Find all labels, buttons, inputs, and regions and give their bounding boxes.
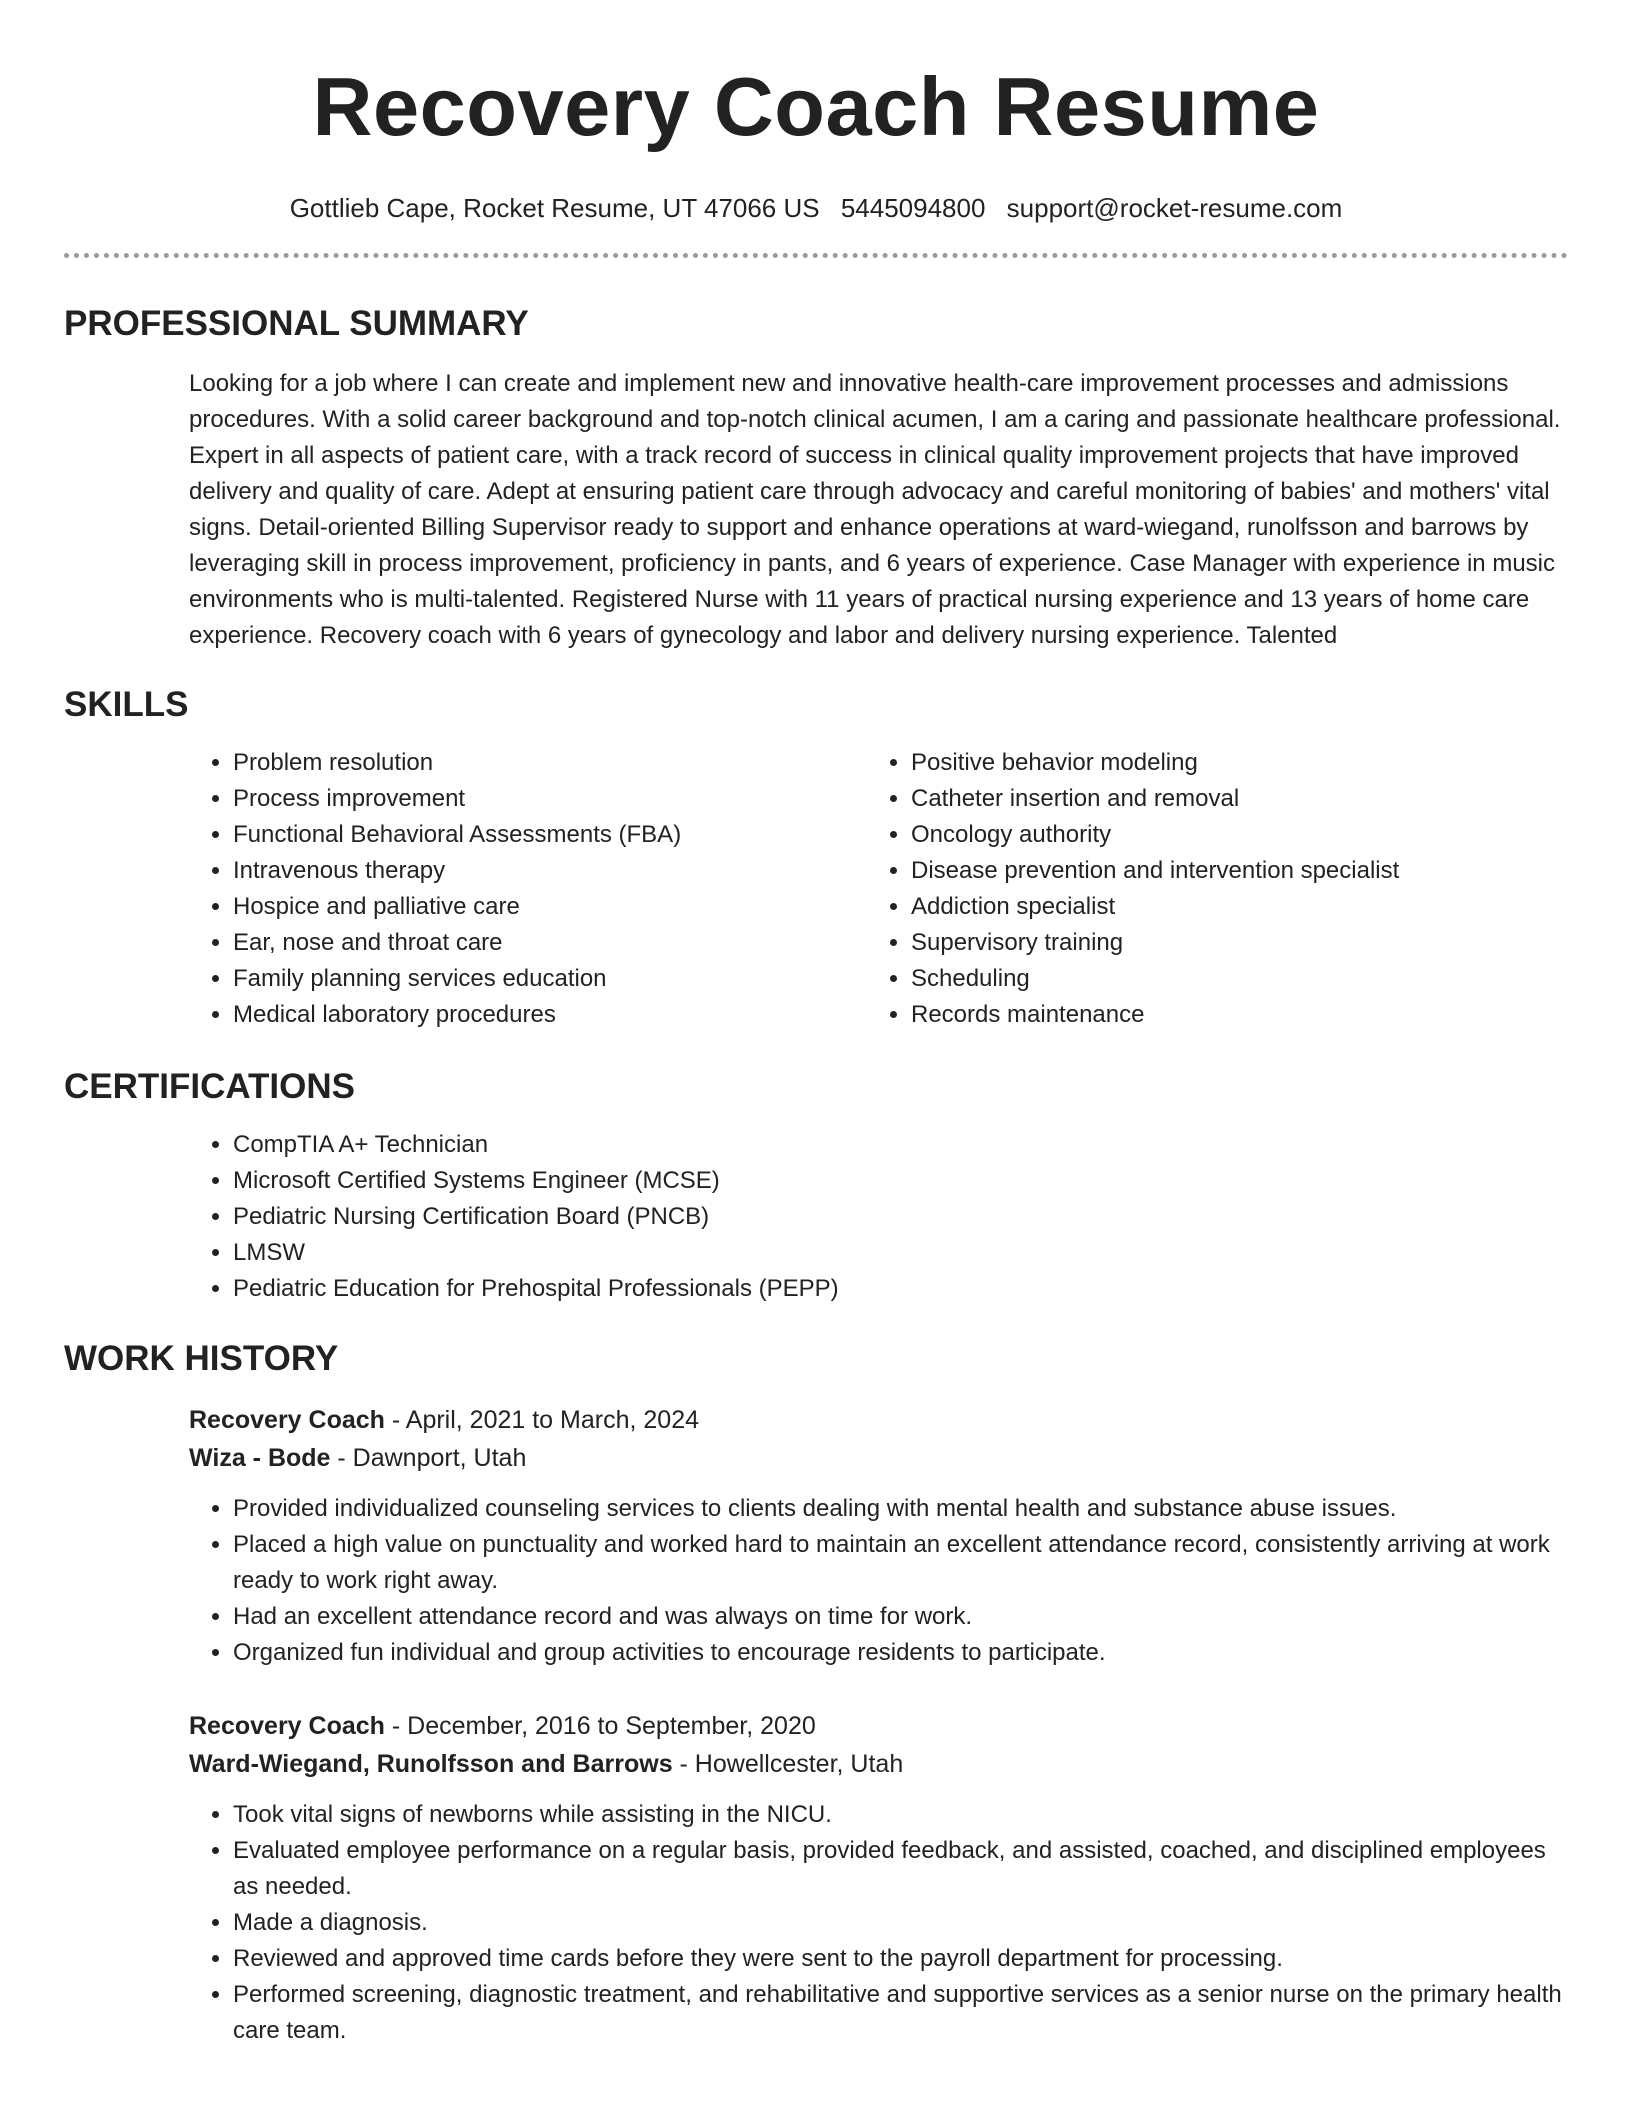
job-duty: • Reviewed and approved time cards before they were sent to the payroll department for processing. xyxy=(233,1941,1568,1977)
job-duty: • Placed a high value on punctuality and worked hard to maintain an excellent attendance record, consistently arriving at work ready to work right away. xyxy=(233,1527,1568,1599)
skill-item: • Supervisory training xyxy=(911,925,1568,961)
skill-item: • Scheduling xyxy=(911,961,1568,997)
job-duty: • Evaluated employee performance on a regular basis, provided feedback, and assisted, coached, and disciplined employees as needed. xyxy=(233,1833,1568,1905)
job-company: Ward-Wiegand, Runolfsson and Barrows xyxy=(189,1750,673,1778)
skill-item: • Oncology authority xyxy=(911,817,1568,853)
job-dates: - December, 2016 to September, 2020 xyxy=(384,1712,816,1740)
contact-phone: 5445094800 xyxy=(840,193,986,223)
skill-item: • Hospice and palliative care xyxy=(233,889,867,925)
contact-line xyxy=(64,192,1568,224)
job-title: Recovery Coach xyxy=(189,1712,385,1740)
contact-address: Gottlieb Cape, Rocket Resume, UT 47066 US xyxy=(289,193,820,223)
skill-item: • Functional Behavioral Assessments (FBA) xyxy=(233,817,867,853)
certification-item: • Pediatric Education for Prehospital Professionals (PEPP) xyxy=(233,1271,1568,1307)
skills-list-right xyxy=(867,745,1568,1033)
header-divider xyxy=(64,253,1568,258)
skill-item: • Disease prevention and intervention specialist xyxy=(911,853,1568,889)
certification-item: • Microsoft Certified Systems Engineer (MCSE) xyxy=(233,1163,1568,1199)
work-history-heading: WORK HISTORY xyxy=(64,1339,339,1378)
skills-heading: SKILLS xyxy=(64,685,189,724)
job-duty: • Had an excellent attendance record and was always on time for work. xyxy=(233,1599,1568,1635)
skills-list-left xyxy=(189,745,867,1033)
summary-text: Looking for a job where I can create and implement new and innovative health-care improvement processes and admissions procedures. With a solid career background and top-notch clinical acumen, I am a caring and passionate healthcare professional. Expert in all aspects of patient care, with a track record of success in clinical quality improvement projects that have improved delivery and quality of care. Adept at ensuring patient care through advocacy and careful monitoring of babies' and mothers' vital signs. Detail-oriented Billing Supervisor ready to support and enhance operations at ward-wiegand, runolfsson and barrows by leveraging skill in process improvement, proficiency in pants, and 6 years of experience. Case Manager with experience in music environments who is multi-talented. Registered Nurse with 11 years of practical nursing experience and 13 years of home care experience. Recovery coach with 6 years of gynecology and labor and delivery nursing experience. Talented xyxy=(189,370,1561,649)
contact-email: support@rocket-resume.com xyxy=(1006,193,1343,223)
job-title-line xyxy=(189,1401,1568,1439)
job-dates: - April, 2021 to March, 2024 xyxy=(384,1406,699,1434)
skill-item: • Ear, nose and throat care xyxy=(233,925,867,961)
job-entry xyxy=(189,1401,1568,1671)
job-duty: • Made a diagnosis. xyxy=(233,1905,1568,1941)
certifications-list xyxy=(189,1127,1568,1307)
skill-item: • Medical laboratory procedures xyxy=(233,997,867,1033)
job-company-line xyxy=(189,1745,1568,1783)
job-duties-list xyxy=(189,1491,1568,1671)
work-history-section xyxy=(189,1401,1568,2049)
job-duties-list xyxy=(189,1797,1568,2049)
skills-columns xyxy=(189,745,1568,1033)
job-title: Recovery Coach xyxy=(189,1406,385,1434)
certification-item: • Pediatric Nursing Certification Board (PNCB) xyxy=(233,1199,1568,1235)
skill-item: • Catheter insertion and removal xyxy=(911,781,1568,817)
skills-section xyxy=(189,745,1568,1033)
skill-item: • Problem resolution xyxy=(233,745,867,781)
job-duty: • Organized fun individual and group activities to encourage residents to participate. xyxy=(233,1635,1568,1671)
skill-item: • Addiction specialist xyxy=(911,889,1568,925)
job-location: - Dawnport, Utah xyxy=(330,1444,527,1472)
job-entry xyxy=(189,1707,1568,2049)
certification-item: • CompTIA A+ Technician xyxy=(233,1127,1568,1163)
summary-section xyxy=(189,366,1568,654)
job-duty: • Took vital signs of newborns while assisting in the NICU. xyxy=(233,1797,1568,1833)
skill-item: • Records maintenance xyxy=(911,997,1568,1033)
job-duty: • Provided individualized counseling services to clients dealing with mental health and substance abuse issues. xyxy=(233,1491,1568,1527)
certifications-heading: CERTIFICATIONS xyxy=(64,1067,356,1106)
skill-item: • Family planning services education xyxy=(233,961,867,997)
job-title-line xyxy=(189,1707,1568,1745)
job-company-line xyxy=(189,1439,1568,1477)
certification-item: • LMSW xyxy=(233,1235,1568,1271)
skill-item: • Positive behavior modeling xyxy=(911,745,1568,781)
summary-heading: PROFESSIONAL SUMMARY xyxy=(64,304,529,343)
job-company: Wiza - Bode xyxy=(189,1444,331,1472)
resume-title: Recovery Coach Resume xyxy=(312,60,1320,153)
job-duty: • Performed screening, diagnostic treatment, and rehabilitative and supportive services as a senior nurse on the primary health care team. xyxy=(233,1977,1568,2049)
certifications-section xyxy=(189,1127,1568,1307)
skill-item: • Process improvement xyxy=(233,781,867,817)
skill-item: • Intravenous therapy xyxy=(233,853,867,889)
job-location: - Howellcester, Utah xyxy=(672,1750,904,1778)
